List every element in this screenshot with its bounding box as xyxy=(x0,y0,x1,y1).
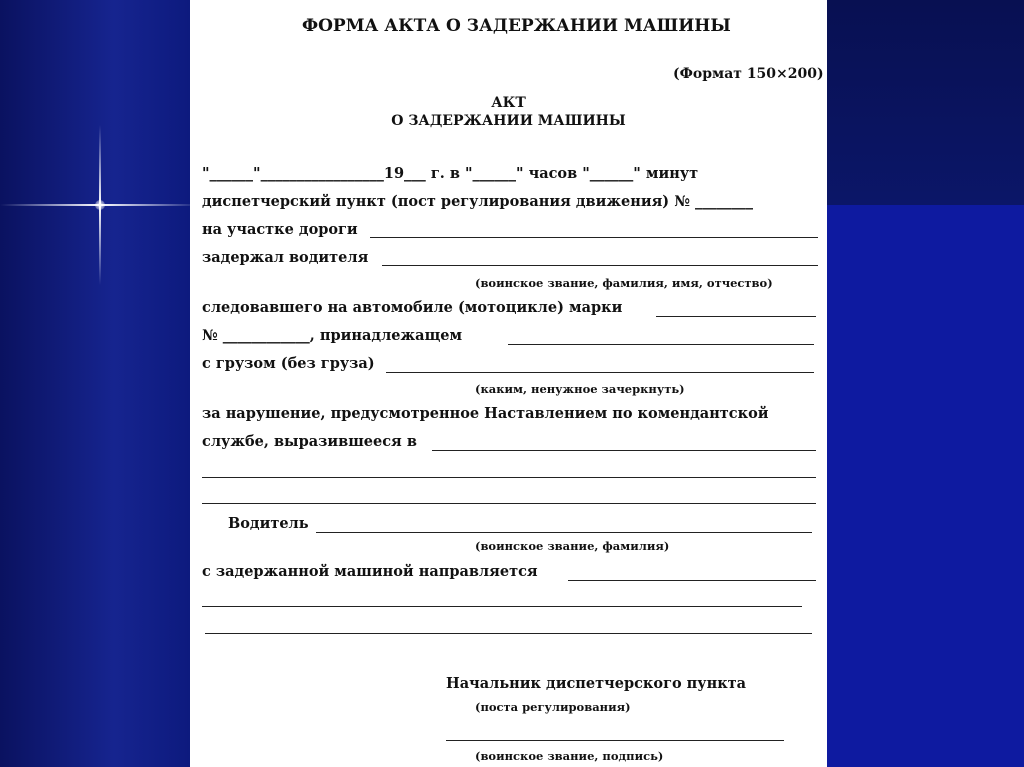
service-field xyxy=(432,450,816,451)
vehicle-field xyxy=(656,316,816,317)
blank-line-2 xyxy=(202,503,816,504)
detained-driver-hint: (воинское звание, фамилия, имя, отчество) xyxy=(475,276,773,290)
signature-field xyxy=(446,740,784,741)
road-section-label: на участке дороги xyxy=(202,221,358,238)
driver-field xyxy=(316,532,812,533)
driver-hint: (воинское звание, фамилия) xyxy=(475,539,670,553)
cargo-label: с грузом (без груза) xyxy=(202,355,375,372)
background-right xyxy=(824,205,1024,767)
document-title: ФОРМА АКТА О ЗАДЕРЖАНИИ МАШИНЫ xyxy=(302,16,731,36)
cargo-hint: (каким, ненужное зачеркнуть) xyxy=(475,382,685,396)
owner-field xyxy=(508,344,814,345)
blank-line-1 xyxy=(202,477,816,478)
blank-line-3 xyxy=(202,606,802,607)
number-owner-label: № ____________, принадлежащем xyxy=(202,327,463,344)
document-page xyxy=(190,0,827,767)
driver-label: Водитель xyxy=(228,515,309,532)
detained-driver-label: задержал водителя xyxy=(202,249,369,266)
chief-title: Начальник диспетчерского пункта xyxy=(446,675,747,692)
dispatch-line: диспетчерский пункт (пост регулирования движения) № ________ xyxy=(202,193,753,210)
blank-line-4 xyxy=(205,633,812,634)
cargo-field xyxy=(386,372,814,373)
detained-driver-field xyxy=(382,265,818,266)
background-left xyxy=(0,0,190,767)
date-line: "______"_________________19___ г. в "______" часов "______" минут xyxy=(202,165,699,182)
road-section-field xyxy=(370,237,818,238)
format-note: (Формат 150×200) xyxy=(673,66,824,82)
vehicle-label: следовавшего на автомобиле (мотоцикле) марки xyxy=(202,299,623,316)
act-heading: АКТ xyxy=(491,95,526,111)
chief-hint: (поста регулирования) xyxy=(475,700,631,714)
violation-line: за нарушение, предусмотренное Наставлением по комендантской xyxy=(202,405,769,422)
signature-hint: (воинское звание, подпись) xyxy=(475,749,664,763)
act-subheading: О ЗАДЕРЖАНИИ МАШИНЫ xyxy=(391,113,626,129)
service-label: службе, выразившееся в xyxy=(202,433,417,450)
directed-field xyxy=(568,580,816,581)
directed-label: с задержанной машиной направляется xyxy=(202,563,538,580)
